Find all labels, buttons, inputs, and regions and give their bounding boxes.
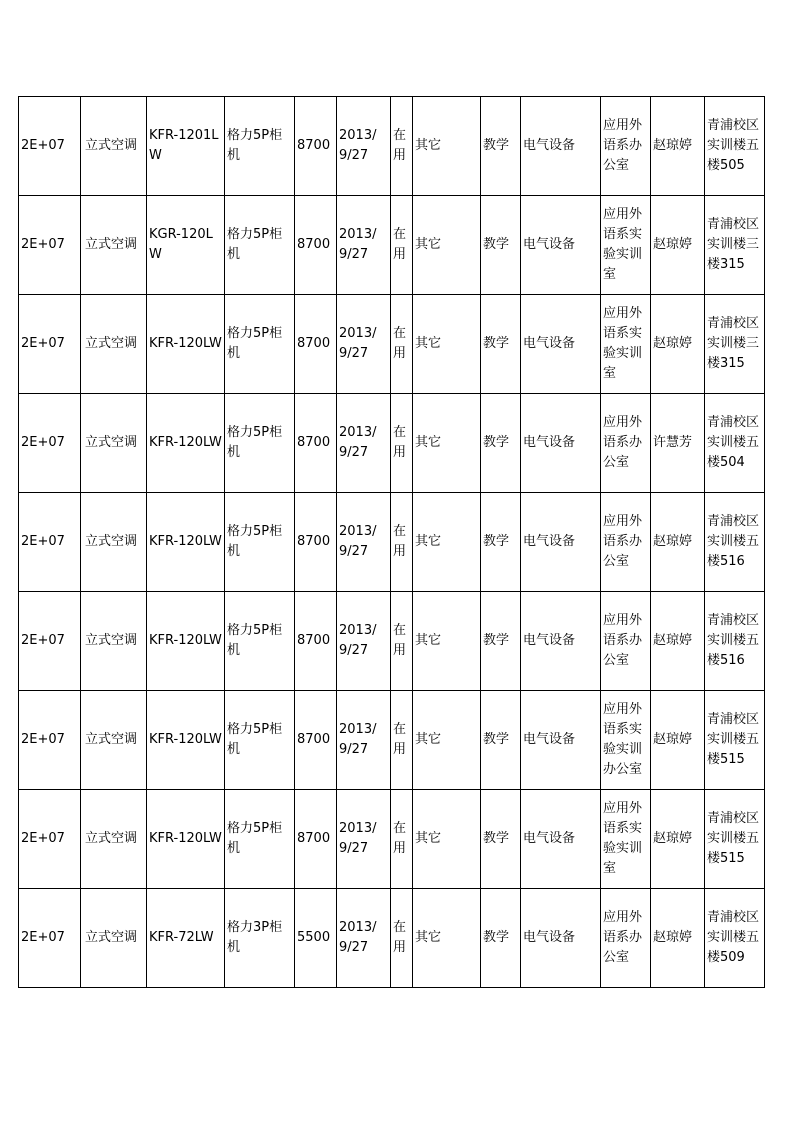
asset-id-cell: 2E+07 [19,295,81,394]
category-cell: 电气设备 [521,295,601,394]
category-cell: 电气设备 [521,394,601,493]
category-cell: 电气设备 [521,790,601,889]
source-cell: 其它 [413,790,481,889]
model-cell: KFR-120LW [147,295,225,394]
department-cell: 应用外语系办公室 [601,97,651,196]
status-cell: 在用 [391,691,413,790]
date-cell: 2013/9/27 [337,592,391,691]
date-cell: 2013/9/27 [337,295,391,394]
price-cell: 8700 [295,196,337,295]
department-cell: 应用外语系实验实训办公室 [601,691,651,790]
table-row [19,493,765,592]
keeper-cell: 赵琼婷 [651,97,705,196]
asset-id-cell: 2E+07 [19,97,81,196]
department-cell: 应用外语系办公室 [601,394,651,493]
status-cell: 在用 [391,889,413,988]
source-cell: 其它 [413,97,481,196]
usage-cell: 教学 [481,691,521,790]
source-cell: 其它 [413,295,481,394]
department-cell: 应用外语系实验实训室 [601,295,651,394]
asset-id-cell: 2E+07 [19,790,81,889]
category-cell: 电气设备 [521,493,601,592]
department-cell: 应用外语系实验实训室 [601,196,651,295]
asset-id-cell: 2E+07 [19,592,81,691]
status-cell: 在用 [391,97,413,196]
category-cell: 电气设备 [521,196,601,295]
price-cell: 8700 [295,493,337,592]
category-cell: 电气设备 [521,592,601,691]
status-cell: 在用 [391,295,413,394]
price-cell: 8700 [295,295,337,394]
asset-name-cell: 立式空调 [81,493,147,592]
price-cell: 8700 [295,97,337,196]
asset-name-cell: 立式空调 [81,295,147,394]
spec-cell: 格力5P柜机 [225,97,295,196]
location-cell: 青浦校区实训楼三楼315 [705,295,765,394]
keeper-cell: 赵琼婷 [651,790,705,889]
table-row [19,394,765,493]
asset-table [18,96,765,988]
date-cell: 2013/9/27 [337,889,391,988]
status-cell: 在用 [391,790,413,889]
asset-id-cell: 2E+07 [19,889,81,988]
spec-cell: 格力5P柜机 [225,691,295,790]
model-cell: KFR-120LW [147,493,225,592]
date-cell: 2013/9/27 [337,493,391,592]
date-cell: 2013/9/27 [337,790,391,889]
asset-id-cell: 2E+07 [19,196,81,295]
table-row [19,889,765,988]
source-cell: 其它 [413,493,481,592]
source-cell: 其它 [413,691,481,790]
spec-cell: 格力3P柜机 [225,889,295,988]
usage-cell: 教学 [481,196,521,295]
location-cell: 青浦校区实训楼三楼315 [705,196,765,295]
asset-name-cell: 立式空调 [81,691,147,790]
model-cell: KFR-1201LW [147,97,225,196]
usage-cell: 教学 [481,592,521,691]
model-cell: KGR-120LW [147,196,225,295]
usage-cell: 教学 [481,394,521,493]
table-row [19,790,765,889]
keeper-cell: 赵琼婷 [651,196,705,295]
status-cell: 在用 [391,493,413,592]
location-cell: 青浦校区实训楼五楼509 [705,889,765,988]
asset-name-cell: 立式空调 [81,196,147,295]
location-cell: 青浦校区实训楼五楼515 [705,790,765,889]
table-body [19,97,765,988]
status-cell: 在用 [391,394,413,493]
asset-name-cell: 立式空调 [81,592,147,691]
location-cell: 青浦校区实训楼五楼515 [705,691,765,790]
location-cell: 青浦校区实训楼五楼516 [705,493,765,592]
source-cell: 其它 [413,889,481,988]
spec-cell: 格力5P柜机 [225,493,295,592]
source-cell: 其它 [413,196,481,295]
source-cell: 其它 [413,394,481,493]
price-cell: 8700 [295,592,337,691]
category-cell: 电气设备 [521,97,601,196]
department-cell: 应用外语系办公室 [601,592,651,691]
usage-cell: 教学 [481,97,521,196]
status-cell: 在用 [391,592,413,691]
keeper-cell: 许慧芳 [651,394,705,493]
usage-cell: 教学 [481,790,521,889]
spec-cell: 格力5P柜机 [225,592,295,691]
price-cell: 8700 [295,691,337,790]
model-cell: KFR-120LW [147,592,225,691]
model-cell: KFR-120LW [147,790,225,889]
price-cell: 8700 [295,790,337,889]
asset-name-cell: 立式空调 [81,394,147,493]
keeper-cell: 赵琼婷 [651,889,705,988]
date-cell: 2013/9/27 [337,196,391,295]
location-cell: 青浦校区实训楼五楼505 [705,97,765,196]
location-cell: 青浦校区实训楼五楼516 [705,592,765,691]
table-row [19,691,765,790]
keeper-cell: 赵琼婷 [651,493,705,592]
model-cell: KFR-120LW [147,691,225,790]
price-cell: 8700 [295,394,337,493]
asset-id-cell: 2E+07 [19,691,81,790]
spec-cell: 格力5P柜机 [225,790,295,889]
keeper-cell: 赵琼婷 [651,691,705,790]
category-cell: 电气设备 [521,889,601,988]
model-cell: KFR-72LW [147,889,225,988]
asset-id-cell: 2E+07 [19,394,81,493]
keeper-cell: 赵琼婷 [651,592,705,691]
table-row [19,97,765,196]
model-cell: KFR-120LW [147,394,225,493]
department-cell: 应用外语系办公室 [601,493,651,592]
asset-name-cell: 立式空调 [81,97,147,196]
date-cell: 2013/9/27 [337,97,391,196]
spec-cell: 格力5P柜机 [225,394,295,493]
spec-cell: 格力5P柜机 [225,196,295,295]
category-cell: 电气设备 [521,691,601,790]
spec-cell: 格力5P柜机 [225,295,295,394]
usage-cell: 教学 [481,493,521,592]
table-row [19,592,765,691]
status-cell: 在用 [391,196,413,295]
department-cell: 应用外语系办公室 [601,889,651,988]
asset-name-cell: 立式空调 [81,790,147,889]
keeper-cell: 赵琼婷 [651,295,705,394]
table-row [19,196,765,295]
usage-cell: 教学 [481,295,521,394]
asset-id-cell: 2E+07 [19,493,81,592]
department-cell: 应用外语系实验实训室 [601,790,651,889]
asset-name-cell: 立式空调 [81,889,147,988]
date-cell: 2013/9/27 [337,394,391,493]
location-cell: 青浦校区实训楼五楼504 [705,394,765,493]
price-cell: 5500 [295,889,337,988]
date-cell: 2013/9/27 [337,691,391,790]
source-cell: 其它 [413,592,481,691]
table-row [19,295,765,394]
usage-cell: 教学 [481,889,521,988]
